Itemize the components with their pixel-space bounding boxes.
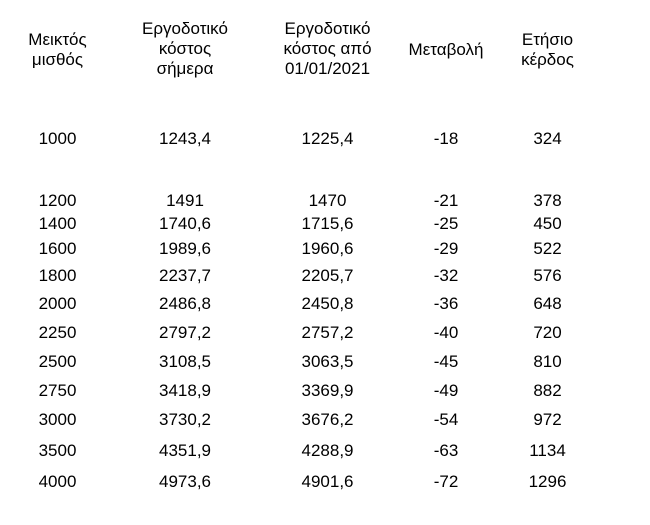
cell-gross-salary: 3000	[38, 410, 77, 429]
cell-cost-2021: 3369,9	[301, 381, 354, 400]
cell-change: -72	[433, 472, 459, 491]
cell-cost-2021: 2205,7	[301, 266, 354, 285]
cell-gross-salary: 1600	[38, 239, 77, 258]
cell-cost-today: 4973,6	[159, 472, 211, 491]
cell-cost-2021: 3676,2	[301, 410, 354, 429]
cell-change: -49	[433, 381, 459, 400]
table-row	[0, 379, 650, 403]
table-row	[0, 439, 650, 463]
cell-change: -21	[433, 191, 459, 210]
cell-cost-today: 1740,6	[159, 214, 211, 233]
table-row	[0, 321, 650, 345]
cell-annual-gain: 810	[533, 352, 562, 371]
header-change	[398, 40, 494, 60]
cell-cost-today: 1491	[166, 191, 204, 210]
cell-cost-2021: 1960,6	[301, 239, 354, 258]
cell-cost-today: 3418,9	[159, 381, 211, 400]
table-row	[0, 189, 650, 213]
cell-gross-salary: 1400	[38, 214, 77, 233]
table-row	[0, 350, 650, 374]
cell-gross-salary: 2250	[38, 323, 77, 342]
cell-annual-gain: 648	[533, 294, 562, 313]
cell-change: -25	[433, 214, 459, 233]
header-line: κέρδος	[521, 50, 574, 69]
cell-annual-gain: 576	[533, 266, 562, 285]
cell-annual-gain: 972	[533, 410, 562, 429]
header-line: Εργοδοτικό	[142, 19, 228, 38]
cell-cost-today: 1243,4	[159, 129, 211, 148]
cell-gross-salary: 2750	[38, 381, 77, 400]
cell-gross-salary: 2000	[38, 294, 77, 313]
table-row	[0, 408, 650, 432]
cell-cost-today: 2797,2	[159, 323, 211, 342]
cell-annual-gain: 450	[533, 214, 562, 233]
cell-cost-today: 3730,2	[159, 410, 211, 429]
cell-gross-salary: 4000	[38, 472, 77, 491]
cell-change: -45	[433, 352, 459, 371]
cell-cost-2021: 1225,4	[301, 129, 354, 148]
cell-cost-2021: 2757,2	[301, 323, 354, 342]
cell-cost-2021: 2450,8	[301, 294, 354, 313]
cell-annual-gain: 522	[533, 239, 562, 258]
cell-cost-2021: 1470	[308, 191, 347, 210]
header-employer-cost-today	[130, 19, 240, 79]
header-line: σήμερα	[156, 59, 214, 78]
cell-change: -40	[433, 323, 459, 342]
header-line: Μεταβολή	[408, 40, 484, 59]
header-line: Ετήσιο	[521, 30, 574, 49]
cell-cost-2021: 4901,6	[301, 472, 354, 491]
header-line: κόστος	[158, 39, 212, 58]
cell-cost-today: 2486,8	[159, 294, 211, 313]
table-row	[0, 292, 650, 316]
cell-change: -63	[433, 441, 459, 460]
cell-cost-2021: 4288,9	[301, 441, 354, 460]
cell-annual-gain: 324	[533, 129, 562, 148]
header-annual-gain	[505, 30, 590, 70]
cell-cost-2021: 3063,5	[301, 352, 354, 371]
cell-gross-salary: 1200	[38, 191, 77, 210]
cell-cost-today: 2237,7	[159, 266, 211, 285]
cell-change: -54	[433, 410, 459, 429]
table-row	[0, 212, 650, 236]
cell-gross-salary: 3500	[38, 441, 77, 460]
cell-change: -29	[433, 239, 459, 258]
cell-gross-salary: 2500	[38, 352, 77, 371]
cell-annual-gain: 882	[533, 381, 562, 400]
cell-change: -18	[433, 129, 459, 148]
header-line: Εργοδοτικό	[284, 19, 371, 38]
header-line: μισθός	[31, 50, 84, 69]
cell-annual-gain: 720	[533, 323, 562, 342]
cell-gross-salary: 1000	[38, 129, 77, 148]
cell-cost-today: 4351,9	[159, 441, 211, 460]
table-row	[0, 237, 650, 261]
table-row	[0, 127, 650, 151]
cell-cost-today: 1989,6	[159, 239, 211, 258]
cell-cost-today: 3108,5	[159, 352, 211, 371]
header-line: κόστος από	[283, 39, 372, 58]
cell-cost-2021: 1715,6	[301, 214, 354, 233]
cell-annual-gain: 1296	[528, 472, 567, 491]
header-line: 01/01/2021	[284, 59, 371, 78]
cell-change: -36	[433, 294, 459, 313]
header-line: Μεικτός	[28, 30, 87, 49]
table-row	[0, 264, 650, 288]
header-employer-cost-2021	[270, 19, 385, 79]
header-gross-salary	[15, 30, 100, 70]
cell-gross-salary: 1800	[38, 266, 77, 285]
cell-annual-gain: 1134	[529, 441, 566, 460]
cell-change: -32	[433, 266, 459, 285]
table-row	[0, 470, 650, 494]
cell-annual-gain: 378	[533, 191, 562, 210]
